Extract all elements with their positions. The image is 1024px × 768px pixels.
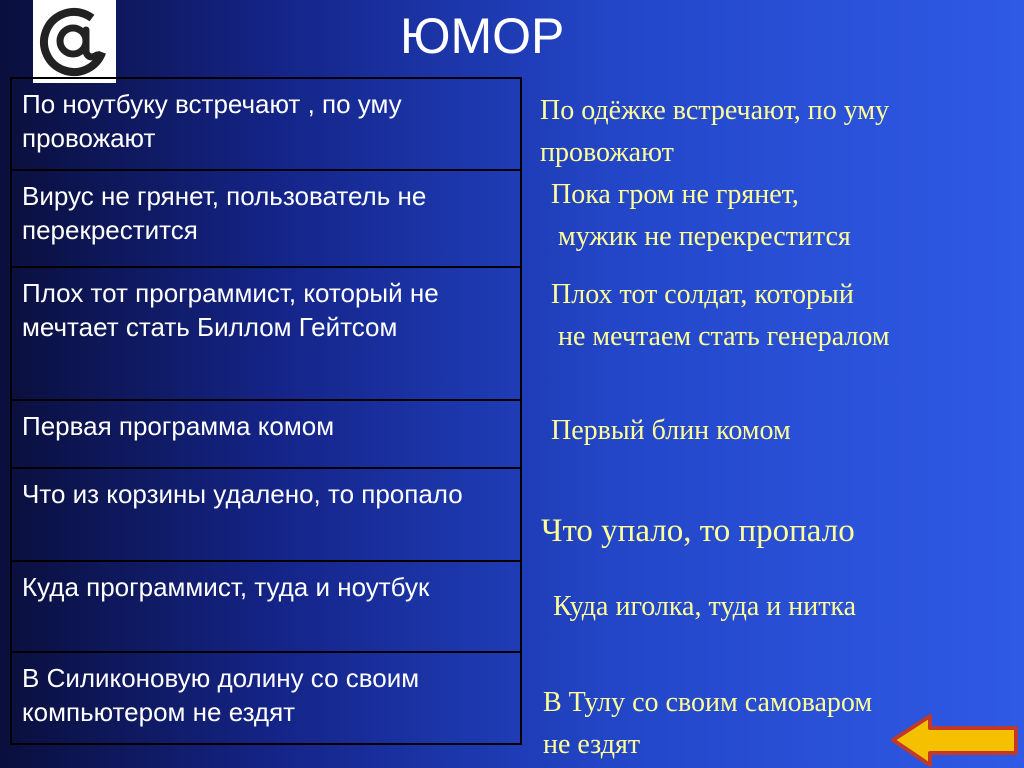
left-arrow-icon[interactable]: [893, 716, 1016, 765]
classic-proverb: По одёжке встречают, по уму провожают: [540, 95, 890, 168]
table-row: По ноутбуку встречают , по уму провожают: [12, 79, 520, 171]
table-row: В Силиконовую долину со своим компьютером не ездят: [22, 663, 420, 727]
logo-at-icon: [33, 0, 116, 83]
slide-title: ЮМОР: [400, 8, 565, 64]
classic-proverb: В Тулу со своим самоваром не ездят: [543, 687, 873, 760]
classic-proverb: Пока гром не грянет, мужик не перекрестится: [551, 179, 851, 252]
table-row: Плох тот программист, который не мечтает стать Биллом Гейтсом: [12, 268, 520, 401]
at-sign-icon: [33, 0, 116, 83]
classic-proverb: Куда иголка, туда и нитка: [553, 591, 857, 622]
table-row: Первая программа комом: [12, 401, 520, 469]
classic-proverb: Плох тот солдат, который не мечтаем стать генералом: [551, 279, 890, 352]
table-row: Что из корзины удалено, то пропало: [12, 469, 520, 562]
back-arrow-button[interactable]: [890, 713, 1020, 768]
modern-proverbs-table: [10, 77, 522, 745]
table-row: Куда программист, туда и ноутбук: [12, 562, 520, 653]
classic-proverb: Что упало, то пропало: [541, 513, 855, 549]
table-row: Вирус не грянет, пользователь не перекрестится: [12, 171, 520, 268]
classic-proverb: Первый блин комом: [551, 415, 791, 446]
